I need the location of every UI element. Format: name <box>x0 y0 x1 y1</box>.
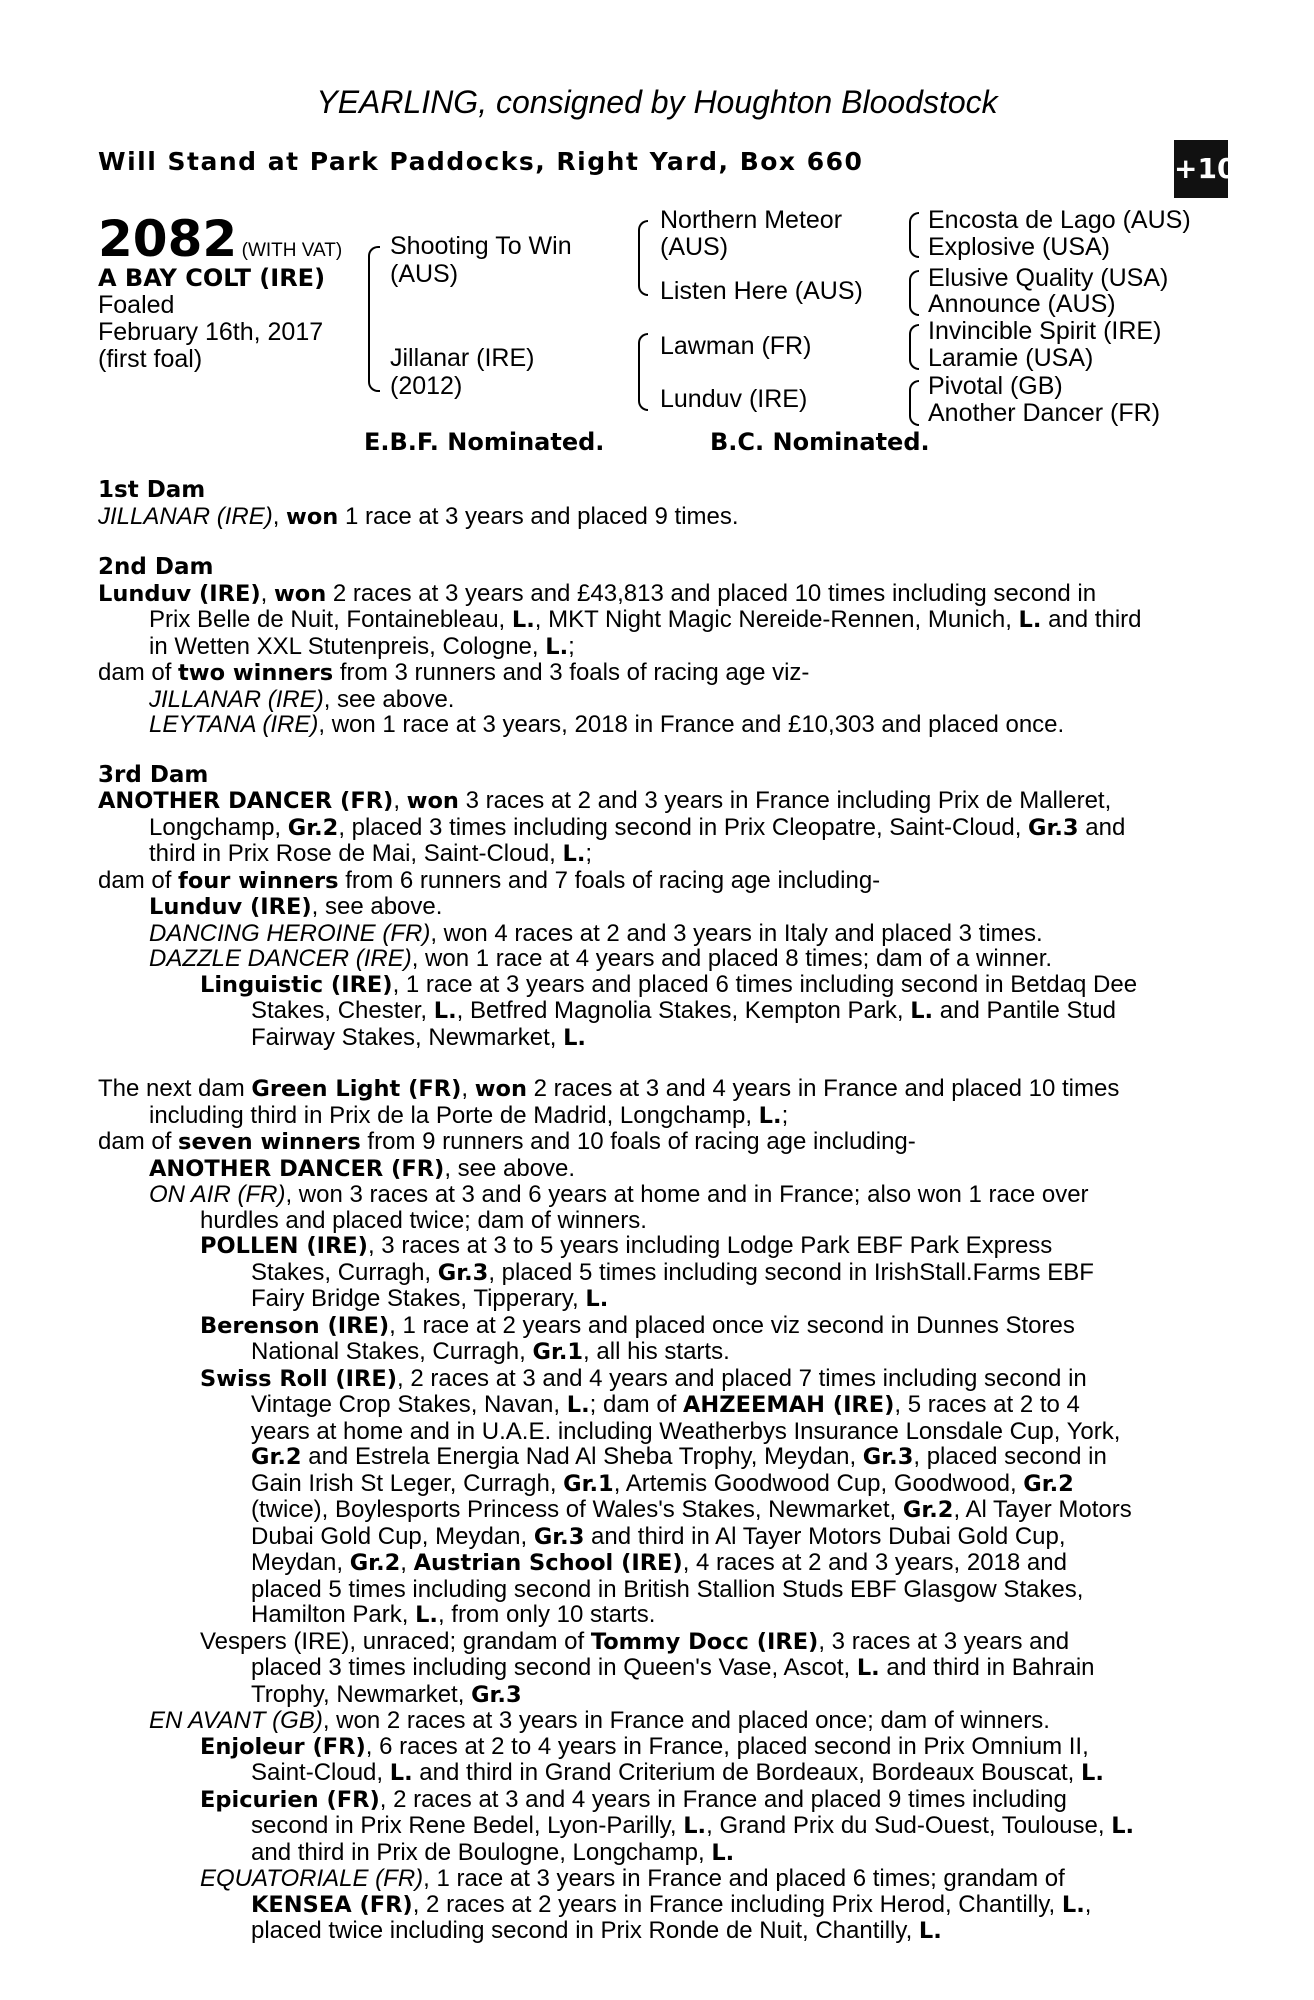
produce-entry <box>149 687 1208 713</box>
grand-produce-entry <box>200 1629 1208 1656</box>
text: , <box>1084 1890 1092 1918</box>
sire-sire: Northern Meteor <box>660 206 843 234</box>
first-dam-line: JILLANAR (IRE), won 1 race at 3 years and placed 9 times. <box>98 502 739 530</box>
text: , see above. <box>323 685 455 713</box>
next-dam-line <box>149 1103 1208 1130</box>
text: , MKT Night Magic Nereide-Rennen, Munich, <box>534 606 1019 633</box>
text: Vintage Crop Stakes, Navan, <box>251 1391 567 1418</box>
text: in Wetten XXL Stutenpreis, Cologne, <box>149 632 546 660</box>
text: and third in Grand Criterium de Bordeaux, Bordeaux Bouscat, <box>412 1759 1081 1786</box>
sire-sire-origin: (AUS) <box>660 233 729 261</box>
listed-label: L. <box>563 1024 586 1051</box>
grand-produce-line <box>251 1419 1208 1445</box>
produce-name: Berenson (IRE) <box>200 1312 390 1339</box>
produce-entry <box>149 894 1208 921</box>
produce-name: Enjoleur (FR) <box>200 1733 366 1760</box>
text: dam of <box>98 1128 179 1155</box>
pedigree-brace <box>909 270 919 316</box>
produce-entry <box>149 946 1208 972</box>
text: , won 1 race at 3 years, 2018 in France and £10,303 and placed once. <box>318 711 1065 738</box>
grand-produce-line <box>251 1260 1208 1287</box>
stand-location: Will Stand at Park Paddocks, Right Yard, Box 660 <box>98 147 864 176</box>
grand-produce-entry <box>200 1734 1208 1761</box>
group-label: Gr.1 <box>532 1339 584 1365</box>
lot-number-block <box>98 210 342 268</box>
produce-name: DANCING HEROINE (FR) <box>149 919 431 947</box>
third-dam-line: ANOTHER DANCER (FR), won 3 races at 2 and 3 years in France including Prix de Malleret, <box>98 787 1112 814</box>
grand-produce-entry <box>200 1313 1208 1340</box>
text: , placed 5 times including second in IrishStall.Farms EBF <box>488 1258 1094 1286</box>
next-dam-produce-summary <box>98 1129 1208 1156</box>
text: Hamilton Park, <box>251 1601 416 1628</box>
dam-name: Jillanar (IRE) <box>390 344 535 372</box>
catalogue-body <box>98 478 1208 1945</box>
produce-name: Epicurien (FR) <box>200 1786 380 1813</box>
ped-g1b: Explosive (USA) <box>928 233 1110 261</box>
text: , Al Tayer Motors <box>953 1496 1132 1523</box>
grand-produce-line <box>251 1392 1208 1419</box>
produce-name: Austrian School (IRE) <box>413 1550 683 1576</box>
text: third in Prix Rose de Mai, Saint-Cloud, <box>149 840 563 867</box>
third-dam-heading: 3rd Dam <box>98 761 209 788</box>
group-label: Gr.1 <box>563 1470 614 1497</box>
text: 3 races at 2 and 3 years in France including Prix de Malleret, <box>458 787 1112 814</box>
produce-entry <box>149 1156 1208 1183</box>
text: National Stakes, Curragh, <box>251 1338 533 1365</box>
second-dam-line <box>149 607 1208 634</box>
text: , Betfred Magnolia Stakes, Kempton Park, <box>456 997 911 1024</box>
ped-g4b: Another Dancer (FR) <box>928 399 1161 427</box>
ped-g4a: Pivotal (GB) <box>928 372 1063 400</box>
text: , 3 races at 3 years and <box>818 1627 1070 1655</box>
grand-produce-line <box>251 1840 1208 1867</box>
sire-name: Shooting To Win <box>390 232 572 260</box>
pedigree-brace <box>368 246 380 392</box>
group-label: Gr.3 <box>1028 814 1079 841</box>
grand-produce-entry <box>200 1787 1208 1814</box>
grand-produce-line <box>251 1444 1208 1471</box>
pedigree-brace <box>909 324 919 370</box>
grand-produce-line <box>251 1524 1208 1551</box>
text: years at home and in U.A.E. including Weatherbys Insurance Lonsdale Cup, York, <box>251 1417 1121 1445</box>
grand-produce-line <box>251 998 1208 1025</box>
text: , Artemis Goodwood Cup, Goodwood, <box>613 1469 1024 1497</box>
second-dam-produce-summary <box>98 660 1208 687</box>
text: and third in Al Tayer Motors Dubai Gold Cup, <box>584 1522 1066 1550</box>
text: Prix Belle de Nuit, Fontainebleau, <box>149 606 512 633</box>
winners-count: four winners <box>178 867 339 894</box>
page-badge: +10 <box>1174 140 1228 198</box>
foaled-label: Foaled <box>98 291 175 319</box>
produce-entry <box>149 921 1208 947</box>
produce-name: JILLANAR (IRE) <box>149 685 324 713</box>
produce-line <box>200 1208 1208 1234</box>
text: and third <box>1041 606 1142 633</box>
grand-produce-line <box>251 1286 1208 1313</box>
text: dam of <box>98 866 179 894</box>
text: , won 3 races at 3 and 6 years at home and in France; also won 1 race over <box>285 1181 1089 1208</box>
grand-produce-line <box>251 1339 1208 1366</box>
text: and <box>1078 813 1126 841</box>
text: , placed second in <box>913 1443 1107 1470</box>
text: , won 4 races at 2 and 3 years in Italy and placed 3 times. <box>430 919 1043 947</box>
grand-produce-line <box>251 1577 1208 1603</box>
next-dam-line: The next dam Green Light (FR), won 2 races at 3 and 4 years in France and placed 10 times <box>98 1075 1120 1102</box>
text: second in Prix Rene Bedel, Lyon-Parilly, <box>251 1812 684 1839</box>
grand-produce-line <box>251 1471 1208 1498</box>
group-label: Gr.2 <box>902 1497 954 1523</box>
listed-label: L. <box>856 1655 880 1681</box>
dam-sire: Lawman (FR) <box>660 332 812 360</box>
text: , 2 races at 2 years in France including Prix Herod, Chantilly, <box>412 1890 1062 1918</box>
text: and third in Bahrain <box>879 1654 1095 1681</box>
text: , 2 races at 3 and 4 years and placed 7 times including second in <box>397 1364 1087 1392</box>
listed-label: L. <box>758 1102 782 1129</box>
text: hurdles and placed twice; dam of winners. <box>200 1206 647 1234</box>
grand-produce-line <box>251 1025 1208 1052</box>
listed-label: L. <box>389 1760 413 1786</box>
text: , 5 races at 2 to 4 <box>894 1391 1080 1418</box>
produce-name: LEYTANA (IRE) <box>149 711 319 738</box>
produce-name: AHZEEMAH (IRE) <box>683 1392 895 1418</box>
text: , <box>400 1549 414 1576</box>
produce-name: POLLEN (IRE) <box>200 1233 368 1259</box>
text: placed twice including second in Prix Ronde de Nuit, Chantilly, <box>251 1917 919 1944</box>
grand-produce-entry <box>200 972 1208 999</box>
text: ; <box>585 840 593 867</box>
listed-label: L. <box>1018 607 1042 633</box>
third-dam-line <box>149 841 1208 868</box>
bc-nominated: B.C. Nominated. <box>710 428 930 456</box>
text: 2 races at 3 and 4 years in France and placed 10 times <box>527 1075 1120 1102</box>
group-label: Gr.2 <box>287 814 339 841</box>
grand-produce-entry <box>200 1866 1208 1892</box>
group-label: Gr.3 <box>437 1259 489 1286</box>
produce-name: Swiss Roll (IRE) <box>200 1365 397 1392</box>
text: , 1 race at 2 years and placed once viz second in Dunnes Stores <box>389 1311 1075 1339</box>
listed-label: L. <box>1061 1891 1085 1918</box>
second-dam-line <box>149 634 1208 661</box>
text: , 2 races at 3 and 4 years in France and placed 9 times including <box>379 1785 1067 1813</box>
ebf-nominated: E.B.F. Nominated. <box>364 428 605 456</box>
text: and third in Prix de Boulogne, Longchamp, <box>251 1838 712 1866</box>
listed-label: L. <box>415 1602 438 1628</box>
text: placed 3 times including second in Queen's Vase, Ascot, <box>251 1654 857 1681</box>
vat-note: (WITH VAT) <box>241 240 343 261</box>
produce-entry <box>149 1182 1208 1208</box>
second-dam-heading: 2nd Dam <box>98 554 214 580</box>
text: Trophy, Newmarket, <box>251 1680 472 1708</box>
produce-name: Tommy Docc (IRE) <box>590 1628 819 1655</box>
text: Meydan, <box>251 1549 350 1576</box>
grand-produce-line <box>251 1813 1208 1840</box>
text: from 9 runners and 10 foals of racing age including- <box>360 1128 916 1155</box>
next-dam-name: Green Light (FR) <box>251 1076 462 1102</box>
text: Saint-Cloud, <box>251 1759 390 1786</box>
listed-label: L. <box>1081 1760 1104 1786</box>
first-foal-note: (first foal) <box>98 345 203 373</box>
pedigree-brace <box>638 333 648 411</box>
text: , 1 race at 3 years and placed 6 times including second in Betdaq Dee <box>392 970 1138 998</box>
grand-produce-entry <box>200 1366 1208 1393</box>
produce-name: KENSEA (FR) <box>251 1891 413 1918</box>
second-dam-line: Lunduv (IRE), won 2 races at 3 years and £43,813 and placed 10 times including second in <box>98 579 1097 607</box>
grand-produce-line <box>251 1497 1208 1524</box>
text: Longchamp, <box>149 813 288 841</box>
text: placed 5 times including second in British Stallion Studs EBF Glasgow Stakes, <box>251 1575 1084 1603</box>
text: , 6 races at 2 to 4 years in France, placed second in Prix Omnium II, <box>365 1732 1089 1760</box>
produce-name: Linguistic (IRE) <box>200 971 393 998</box>
lot-number: 2082 <box>98 210 238 268</box>
grand-produce-line <box>251 1550 1208 1577</box>
text: ; dam of <box>589 1391 684 1418</box>
produce-entry <box>149 1708 1208 1734</box>
text: , Grand Prix du Sud-Ouest, Toulouse, <box>706 1812 1112 1839</box>
text: Stakes, Curragh, <box>251 1258 438 1286</box>
text: , from only 10 starts. <box>437 1601 656 1628</box>
text: and Estrela Energia Nad Al Sheba Trophy, Meydan, <box>301 1443 863 1470</box>
listed-label: L. <box>585 1286 609 1312</box>
grand-produce-line <box>251 1602 1208 1629</box>
group-label: Gr.3 <box>862 1444 914 1470</box>
text: Gain Irish St Leger, Curragh, <box>251 1469 564 1497</box>
listed-label: L. <box>910 998 934 1024</box>
ped-g3a: Invincible Spirit (IRE) <box>928 317 1162 345</box>
first-dam-text: 1 race at 3 years and placed 9 times. <box>338 502 739 530</box>
text: and Pantile Stud <box>933 997 1116 1024</box>
won-label: won <box>286 503 339 530</box>
winners-count: two winners <box>178 660 334 686</box>
group-label: Gr.2 <box>1023 1470 1074 1497</box>
text: , 4 races at 2 and 3 years, 2018 and <box>682 1549 1067 1576</box>
pedigree-brace <box>638 220 648 296</box>
produce-name: DAZZLE DANCER (IRE) <box>149 945 412 972</box>
text: , 1 race at 3 years in France and placed 6 times; grandam of <box>423 1865 1065 1892</box>
text: , see above. <box>444 1154 576 1182</box>
listed-label: L. <box>683 1813 707 1839</box>
horse-name: A BAY COLT (IRE) <box>98 264 326 292</box>
ped-g1a: Encosta de Lago (AUS) <box>928 206 1191 234</box>
pedigree-brace <box>909 212 919 258</box>
produce-name: ANOTHER DANCER (FR) <box>149 1155 445 1182</box>
listed-label: L. <box>566 1392 590 1418</box>
text: , won 1 race at 4 years and placed 8 times; dam of a winner. <box>411 945 1053 972</box>
winners-count: seven winners <box>178 1129 361 1155</box>
first-dam-name: JILLANAR (IRE) <box>98 502 273 530</box>
dam-dam: Lunduv (IRE) <box>660 385 808 413</box>
produce-name: Lunduv (IRE) <box>149 894 312 920</box>
text: , won 2 races at 3 years in France and placed once; dam of winners. <box>322 1707 1050 1734</box>
group-label: Gr.3 <box>471 1681 522 1708</box>
pedigree-brace <box>909 380 919 426</box>
group-label: Gr.2 <box>349 1550 401 1576</box>
text: dam of <box>98 659 179 686</box>
listed-label: L. <box>918 1918 942 1944</box>
won-label: won <box>474 1076 527 1102</box>
listed-label: L. <box>545 633 569 660</box>
third-dam-name: ANOTHER DANCER (FR) <box>98 788 394 814</box>
text: from 6 runners and 7 foals of racing age including- <box>338 866 881 894</box>
text: Fairy Bridge Stakes, Tipperary, <box>251 1285 586 1312</box>
text: , all his starts. <box>583 1338 730 1365</box>
won-label: won <box>406 788 459 814</box>
ped-g2b: Announce (AUS) <box>928 290 1116 318</box>
text: including third in Prix de la Porte de Madrid, Longchamp, <box>149 1101 759 1129</box>
text: , 3 races at 3 to 5 years including Lodge Park EBF Park Express <box>367 1232 1053 1259</box>
text: Dubai Gold Cup, Meydan, <box>251 1522 534 1550</box>
text: The next dam <box>98 1075 252 1102</box>
grand-produce-line <box>251 1892 1208 1919</box>
listed-label: L. <box>1111 1813 1135 1839</box>
grand-produce-line <box>251 1918 1208 1945</box>
third-dam-line <box>149 815 1208 842</box>
sire-dam: Listen Here (AUS) <box>660 277 863 305</box>
listed-label: L. <box>511 607 535 633</box>
dam-year: (2012) <box>390 372 463 400</box>
text: 2 races at 3 years and £43,813 and placed 10 times including second in <box>326 579 1097 607</box>
won-label: won <box>273 580 327 607</box>
ped-g3b: Laramie (USA) <box>928 344 1094 372</box>
grand-produce-entry <box>200 1233 1208 1260</box>
text: ; <box>568 632 575 660</box>
listed-label: L. <box>562 841 586 867</box>
listed-label: L. <box>433 998 457 1024</box>
grand-produce-line <box>251 1760 1208 1787</box>
produce-name: EN AVANT (GB) <box>149 1707 323 1734</box>
text: Stakes, Chester, <box>251 997 434 1024</box>
group-label: Gr.2 <box>251 1444 302 1470</box>
grand-produce-line <box>251 1655 1208 1682</box>
first-dam-heading: 1st Dam <box>98 477 206 503</box>
produce-entry <box>149 712 1208 738</box>
third-dam-produce-summary <box>98 868 1208 895</box>
text: , placed 3 times including second in Prix Cleopatre, Saint-Cloud, <box>338 813 1029 841</box>
sire-origin: (AUS) <box>390 260 459 288</box>
produce-name: EQUATORIALE (FR) <box>200 1865 424 1892</box>
text: Fairway Stakes, Newmarket, <box>251 1023 564 1051</box>
listed-label: L. <box>711 1839 735 1866</box>
text: ; <box>781 1101 789 1129</box>
text: , see above. <box>311 893 443 920</box>
foaled-date: February 16th, 2017 <box>98 318 324 346</box>
produce-name: ON AIR (FR) <box>149 1181 286 1208</box>
grand-produce-line <box>251 1682 1208 1709</box>
text: Vespers (IRE), unraced; grandam of <box>200 1627 591 1655</box>
group-label: Gr.3 <box>533 1523 585 1550</box>
page-title: YEARLING, consigned by Houghton Bloodstock <box>316 84 998 120</box>
ped-g2a: Elusive Quality (USA) <box>928 264 1169 292</box>
text: from 3 runners and 3 foals of racing age viz- <box>333 659 810 686</box>
text: (twice), Boylesports Princess of Wales's Stakes, Newmarket, <box>251 1496 903 1523</box>
second-dam-name: Lunduv (IRE) <box>98 580 261 607</box>
